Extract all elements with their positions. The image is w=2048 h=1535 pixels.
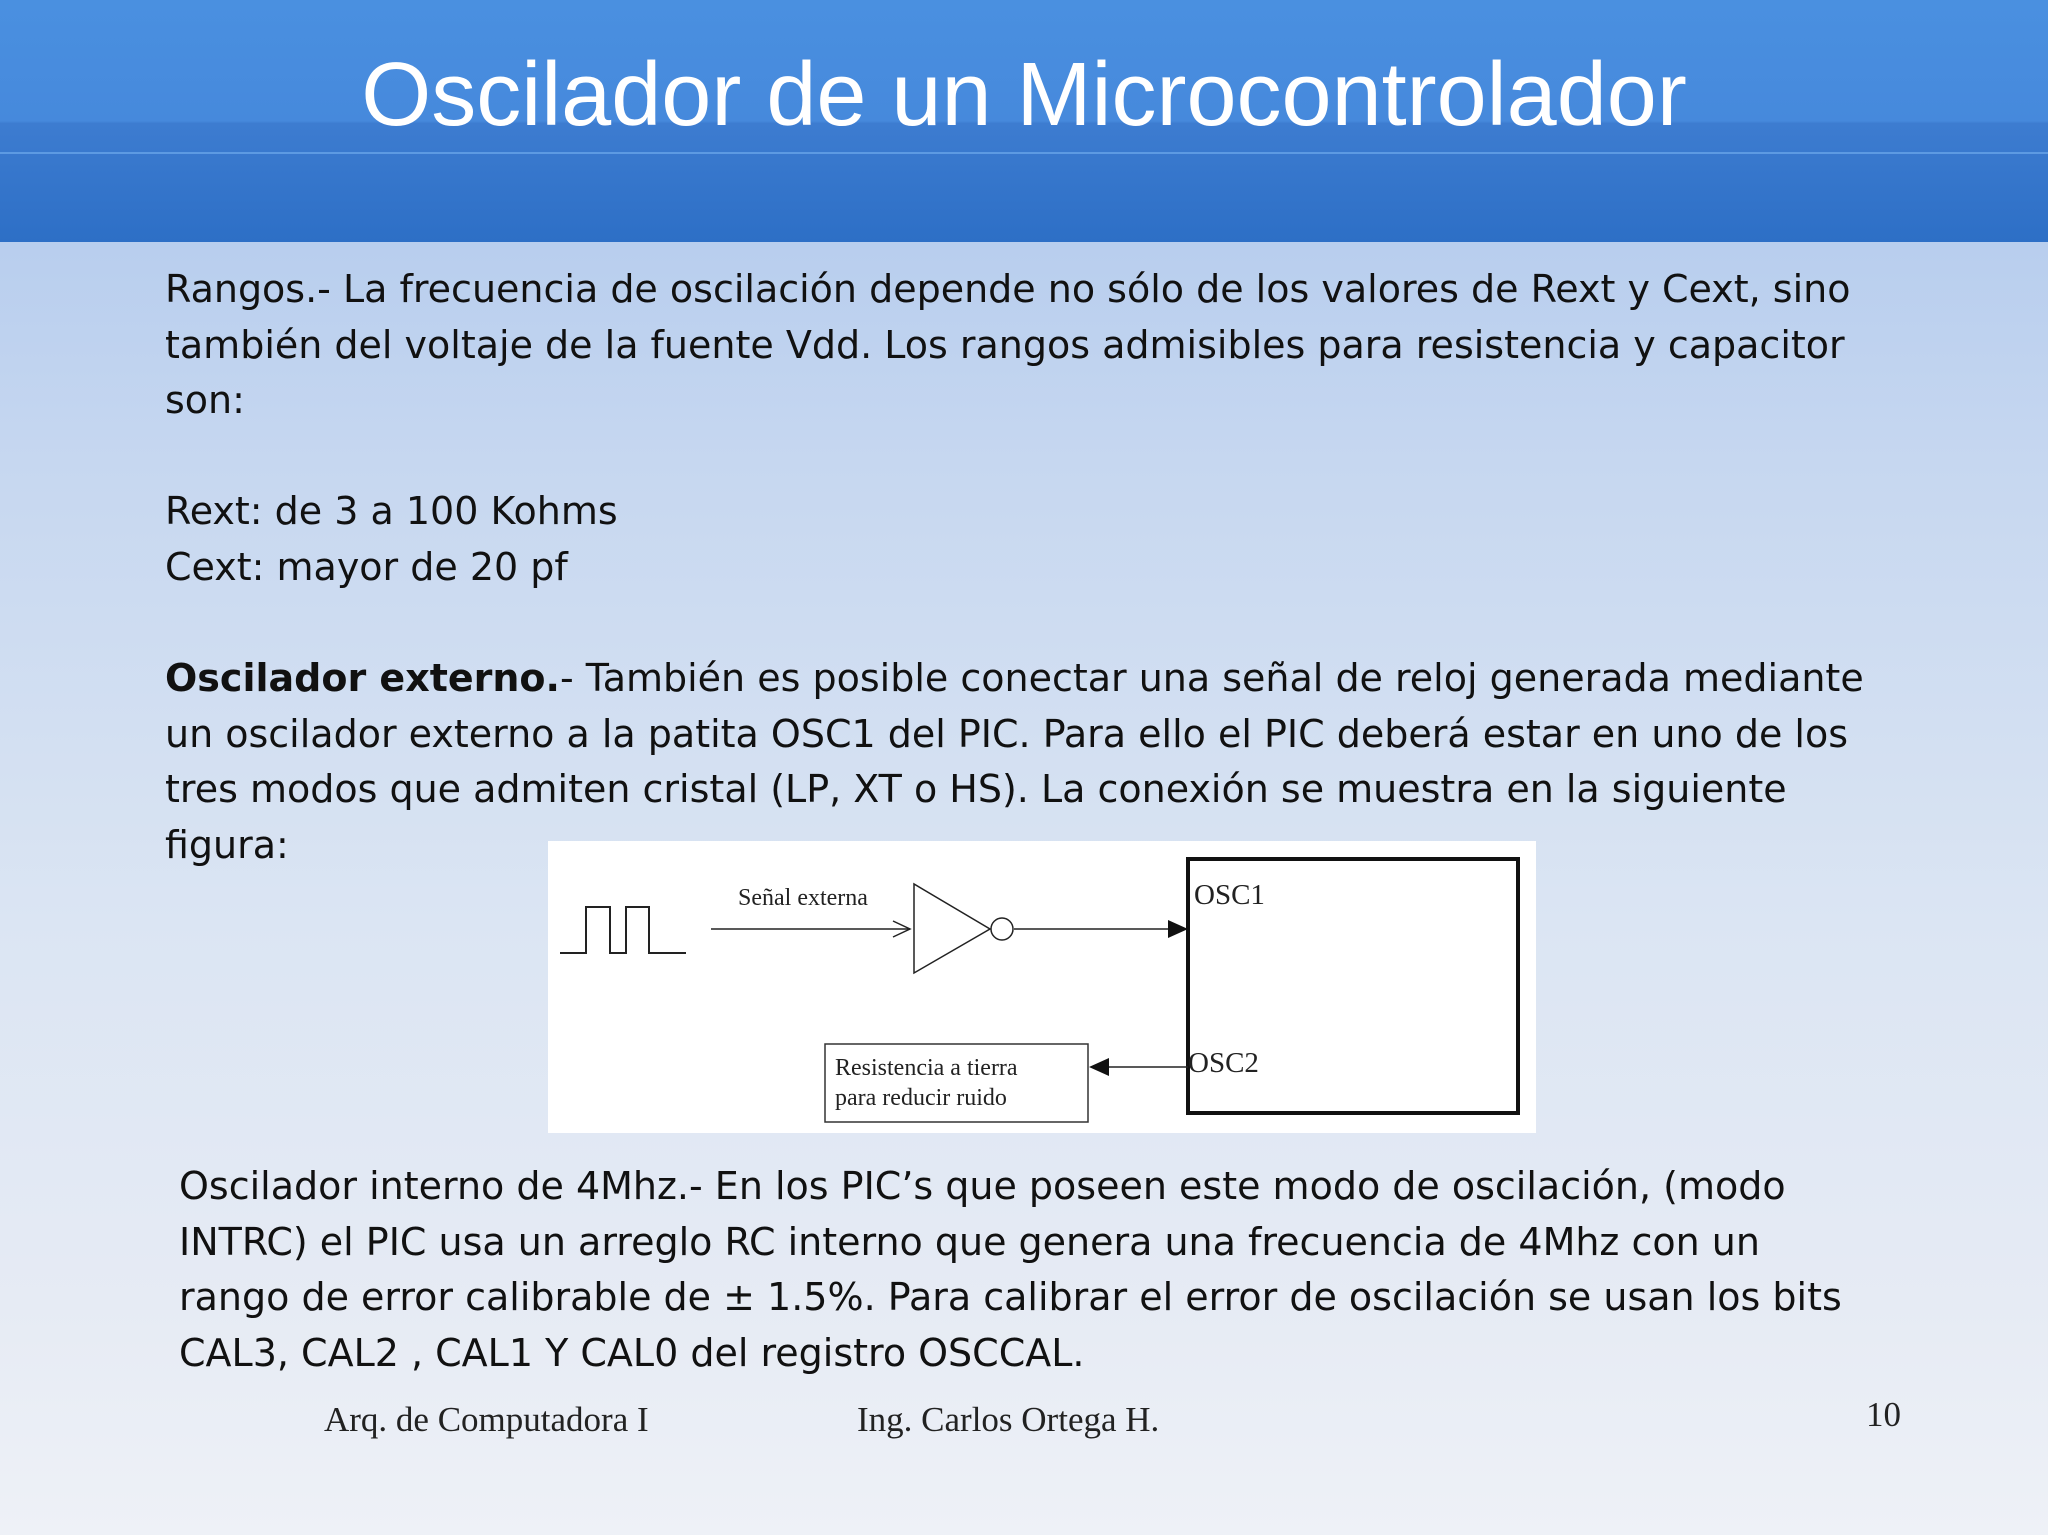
external-oscillator-figure <box>548 841 1536 1133</box>
osc2-label: OSC2 <box>1188 1047 1259 1079</box>
resistor-label-line-2: para reducir ruido <box>835 1085 1007 1111</box>
inverter-triangle-icon <box>914 884 990 973</box>
externo-line-1-text: - También es posible conectar una señal de reloj generada mediante <box>559 656 1864 700</box>
externo-line-2: un oscilador externo a la patita OSC1 del PIC. Para ello el PIC deberá estar en uno de los <box>165 712 1849 756</box>
title-bar <box>0 0 2048 242</box>
interno-line-4: CAL3, CAL2 , CAL1 Y CAL0 del registro OSCCAL. <box>179 1331 1085 1375</box>
externo-line-1 <box>165 651 1885 707</box>
inverter-bubble-icon <box>991 918 1013 940</box>
signal-label: Señal externa <box>738 885 868 911</box>
interno-line-1: Oscilador interno de 4Mhz.- En los PIC’s que poseen este modo de oscilación, (modo <box>179 1164 1786 1208</box>
interno-line-2: INTRC) el PIC usa un arreglo RC interno que genera una frecuencia de 4Mhz con un <box>179 1220 1760 1264</box>
externo-line-4: figura: <box>165 823 289 867</box>
square-wave-icon <box>560 907 686 953</box>
rext-range: Rext: de 3 a 100 Kohms <box>165 489 618 533</box>
externo-heading: Oscilador externo. <box>165 656 560 700</box>
interno-line-3: rango de error calibrable de ± 1.5%. Para calibrar el error de oscilación se usan los bits <box>179 1275 1842 1319</box>
title-bar-divider <box>0 152 2048 154</box>
osc1-arrow-icon <box>1168 920 1188 938</box>
resistor-label-line-1: Resistencia a tierra <box>835 1055 1018 1081</box>
slide-title: Oscilador de un Microcontrolador <box>361 45 1687 145</box>
osc2-arrow-icon <box>1089 1058 1109 1076</box>
rangos-line-2: también del voltaje de la fuente Vdd. Los rangos admisibles para resistencia y capacitor <box>165 323 1845 367</box>
page-number: 10 <box>1866 1395 1901 1434</box>
footer-author: Ing. Carlos Ortega H. <box>857 1400 1160 1439</box>
cext-range: Cext: mayor de 20 pf <box>165 545 568 589</box>
rangos-line-3: son: <box>165 378 245 422</box>
oscillator-diagram <box>548 841 1536 1133</box>
rangos-line-1: Rangos.- La frecuencia de oscilación depende no sólo de los valores de Rext y Cext, sino <box>165 267 1851 311</box>
osc1-label: OSC1 <box>1194 879 1265 911</box>
footer-course: Arq. de Computadora I <box>324 1400 649 1439</box>
externo-line-3: tres modos que admiten cristal (LP, XT o HS). La conexión se muestra en la siguiente <box>165 767 1787 811</box>
